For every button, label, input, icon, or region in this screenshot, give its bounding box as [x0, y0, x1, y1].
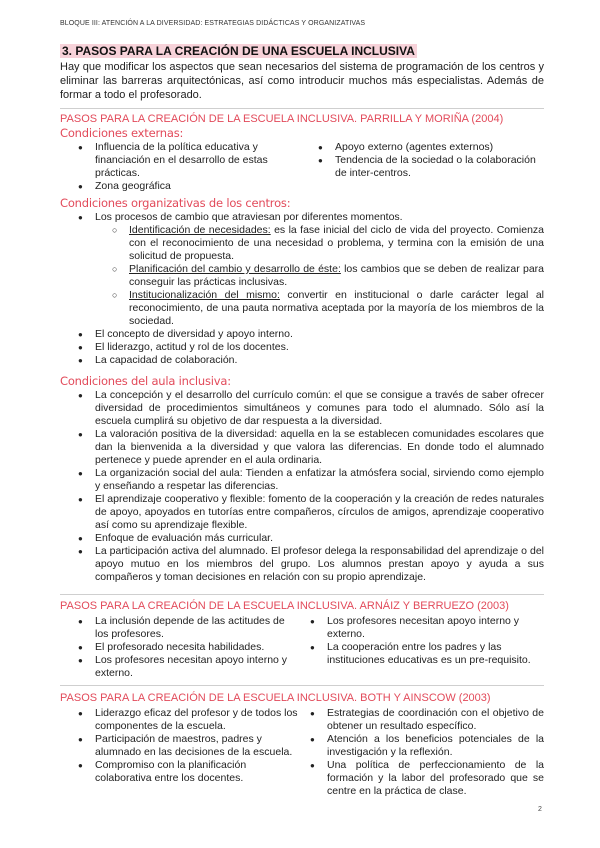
phase-text: los cambios que se deben de realizar para conseguir las prácticas inclusivas.	[129, 263, 544, 288]
s3-right	[310, 707, 544, 798]
s1-aula-list	[78, 389, 544, 584]
list-item: ● Influencia de la política educativa y financiación en el desarrollo de estas prácticas.	[78, 141, 308, 180]
s3-left	[78, 707, 298, 785]
list-item: ● Los profesores necesitan apoyo interno y externo.	[310, 615, 540, 641]
list-item: ● La inclusión depende de las actitudes de los profesores.	[78, 615, 298, 641]
section-title: 3. PASOS PARA LA CREACIÓN DE UNA ESCUELA INCLUSIVA	[62, 44, 415, 58]
list-item: ● Compromiso con la planificación colaborativa entre los docentes.	[78, 759, 298, 785]
divider	[60, 108, 544, 109]
list-item: ● La valoración positiva de la diversidad: aquella en la se establecen comunidades escolares que dan la bienvenida a la diversidad y que valora las diferencias. En donde todo el alumnado pertenece y puede aprender en el aula ordinaria.	[78, 428, 544, 467]
phase-text: es la fase inicial del ciclo de vida del proyecto. Comienza con el reconocimiento de una necesidad o problema, y termina con la emisión de una solicitud de propuesta.	[129, 224, 544, 262]
list-item: ● Atención a los beneficios potenciales de la investigación y la reflexión.	[310, 733, 544, 759]
s3-heading: PASOS PARA LA CREACIÓN DE LA ESCUELA INCLUSIVA. BOTH Y AINSCOW (2003)	[60, 692, 491, 704]
list-item: ● Los profesores necesitan apoyo interno y externo.	[78, 654, 298, 680]
list-item: ● La concepción y el desarrollo del currículo común: el que se consigue a través de saber ofrecer diversidad de procedimientos simultáneos y comunes para todo el alumnado. Sólo así la escuela cumplirá su objetivo de dar respuesta a la diversidad.	[78, 389, 544, 428]
phase-term: Institucionalización del mismo:	[129, 289, 280, 301]
list-item: ● El profesorado necesita habilidades.	[78, 641, 298, 654]
list-item: ● El liderazgo, actitud y rol de los docentes.	[78, 341, 544, 354]
running-header: BLOQUE III: ATENCIÓN A LA DIVERSIDAD: ESTRATEGIAS DIDÁCTICAS Y ORGANIZATIVAS	[60, 20, 366, 27]
list-item: ● Apoyo externo (agentes externos)	[318, 141, 538, 154]
list-item: ● Zona geográfica	[78, 180, 308, 193]
phase-item	[112, 289, 544, 328]
phase-item	[112, 263, 544, 289]
list-item: ● La cooperación entre los padres y las instituciones educativas es un pre-requisito.	[310, 641, 540, 667]
divider	[60, 685, 544, 686]
phase-term: Planificación del cambio y desarrollo de éste:	[129, 263, 341, 275]
s1-externas-heading: Condiciones externas:	[60, 126, 184, 140]
s2-left	[78, 615, 298, 680]
s2-right	[310, 615, 540, 667]
s1-heading: PASOS PARA LA CREACIÓN DE LA ESCUELA INCLUSIVA. PARRILLA Y MORIÑA (2004)	[60, 113, 504, 125]
list-item: ● La participación activa del alumnado. El profesor delega la responsabilidad del aprendizaje o del apoyo mutuo en los miembros del grupo. Los alumnos prestan apoyo y ayuda a sus compañeros y toman decisiones en relación con su propio aprendizaje.	[78, 545, 544, 584]
s1-externas-left	[78, 141, 308, 193]
phase-text: convertir en institucional o darle carácter legal al reconocimiento, de una pauta normativa aceptada por la mayoría de los miembros de la sociedad.	[129, 289, 545, 327]
list-item: ● Liderazgo eficaz del profesor y de todos los componentes de la escuela.	[78, 707, 298, 733]
page-number: 2	[538, 806, 542, 813]
s2-heading: PASOS PARA LA CREACIÓN DE LA ESCUELA INCLUSIVA. ARNÁIZ Y BERRUEZO (2003)	[60, 600, 509, 612]
list-item: ● La capacidad de colaboración.	[78, 354, 544, 367]
divider	[60, 594, 544, 595]
list-item: ● La organización social del aula: Tienden a enfatizar la atmósfera social, sirviendo como ejemplo y enseñando a respetar las diferencias.	[78, 467, 544, 493]
phase-item	[112, 224, 544, 263]
list-item: ● Enfoque de evaluación más curricular.	[78, 532, 544, 545]
list-item: ● El concepto de diversidad y apoyo interno.	[78, 328, 544, 341]
list-item: ● Una política de perfeccionamiento de la formación y la labor del profesorado que se centre en la práctica de clase.	[310, 759, 544, 798]
s1-organizativas-list	[78, 211, 544, 367]
list-item: ● Estrategias de coordinación con el objetivo de obtener un resultado específico.	[310, 707, 544, 733]
list-item: ● El aprendizaje cooperativo y flexible: fomento de la cooperación y la creación de redes naturales de apoyo, apoyados en tutorías entre compañeros, círculos de amigos, aprendizaje cooperativo así como su aprendizaje flexible.	[78, 493, 544, 532]
intro-paragraph: Hay que modificar los aspectos que sean necesarios del sistema de programación de los centros y eliminar las barreras arquitectónicas, así como introducir muchos más especialistas. Además de formar a todo el profesorado.	[60, 61, 544, 101]
list-item: ● Los procesos de cambio que atraviesan por diferentes momentos.	[78, 211, 544, 224]
phase-term: Identificación de necesidades:	[129, 224, 271, 236]
list-item: ● Tendencia de la sociedad o la colaboración de inter-centros.	[318, 154, 538, 180]
list-item: ● Participación de maestros, padres y alumnado en las decisiones de la escuela.	[78, 733, 298, 759]
s1-aula-heading: Condiciones del aula inclusiva:	[60, 374, 231, 388]
s1-organizativas-heading: Condiciones organizativas de los centros:	[60, 196, 291, 210]
s1-externas-right	[318, 141, 538, 180]
